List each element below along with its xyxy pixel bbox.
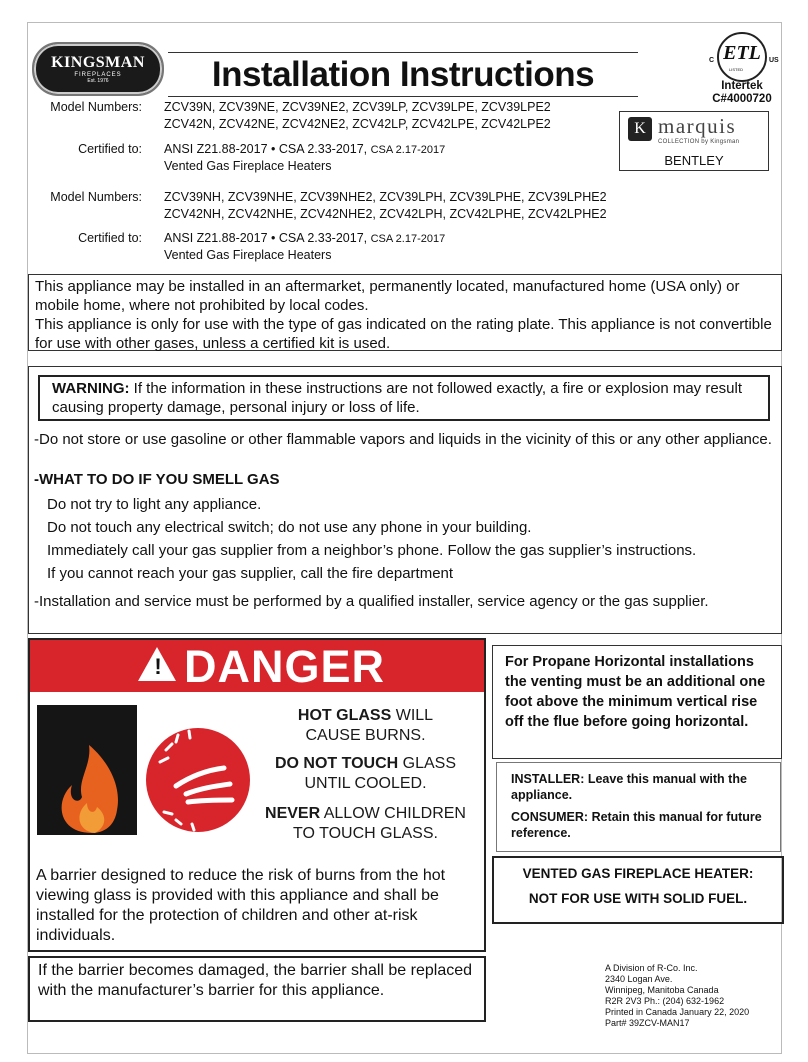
warning-p2: -Installation and service must be performed by a qualified installer, service agency or the gas supplier. bbox=[34, 593, 709, 610]
replace-barrier-text: If the barrier becomes damaged, the barrier shall be replaced with the manufacturer’s barrier for this appliance. bbox=[38, 962, 473, 999]
address-line: Printed in Canada January 22, 2020 bbox=[605, 1007, 750, 1017]
smell-gas-list bbox=[47, 493, 777, 585]
page-title: Installation Instructions bbox=[211, 55, 595, 94]
cert-description: Vented Gas Fireplace Heaters bbox=[164, 159, 332, 173]
marquis-name: marquis bbox=[658, 114, 737, 138]
model-line: ZCV39NH, ZCV39NHE, ZCV39NHE2, ZCV39LPH, ZCV39LPHE, ZCV39LPHE2 bbox=[164, 190, 607, 204]
address-line: A Division of R-Co. Inc. bbox=[605, 963, 698, 973]
danger-l1c: CAUSE BURNS. bbox=[305, 727, 426, 744]
danger-header bbox=[30, 640, 484, 692]
logo-brand: KINGSMAN bbox=[51, 54, 145, 71]
cert-standards-small: CSA 2.17-2017 bbox=[370, 144, 446, 156]
intertek-number: C#4000720 bbox=[712, 93, 772, 105]
danger-l3b: ALLOW CHILDREN bbox=[320, 805, 466, 822]
exclamation-icon: ! bbox=[154, 654, 162, 679]
model-line: ZCV42N, ZCV42NE, ZCV42NE2, ZCV42LP, ZCV42LPE, ZCV42LPE2 bbox=[164, 117, 551, 131]
model-numbers-label-1: Model Numbers: bbox=[50, 100, 142, 114]
model-line: ZCV39N, ZCV39NE, ZCV39NE2, ZCV39LP, ZCV39LPE, ZCV39LPE2 bbox=[164, 100, 551, 114]
danger-line-1 bbox=[258, 706, 473, 746]
danger-l3a: NEVER bbox=[265, 805, 321, 822]
hot-glass-icon bbox=[37, 705, 137, 835]
certified-label-1: Certified to: bbox=[78, 142, 142, 156]
danger-l2a: DO NOT TOUCH bbox=[274, 755, 399, 772]
logo-sub: FIREPLACES bbox=[74, 72, 122, 78]
propane-box bbox=[492, 645, 782, 759]
burn-hand-icon bbox=[146, 728, 250, 832]
vented-heater-box bbox=[492, 856, 784, 924]
list-item: Do not touch any electrical switch; do not use any phone in your building. bbox=[47, 519, 532, 536]
propane-text: For Propane Horizontal installations the venting must be an additional one foot above the minimum vertical rise off the flue before going horizontal. bbox=[505, 654, 766, 730]
install-note-p1: This appliance may be installed in an aftermarket, permanently located, manufactured home (USA only) or mobile home, where not prohibited by local codes. bbox=[35, 278, 740, 314]
cert-standards: ANSI Z21.88-2017 • CSA 2.33-2017, bbox=[164, 231, 371, 245]
marquis-k-icon: K bbox=[628, 117, 652, 141]
danger-title: DANGER bbox=[184, 641, 386, 692]
danger-l1b: WILL bbox=[391, 707, 434, 724]
list-item: Immediately call your gas supplier from a neighbor’s phone. Follow the gas supplier’s instructions. bbox=[47, 542, 697, 559]
intertek-label bbox=[712, 80, 772, 106]
certified-label-2: Certified to: bbox=[78, 231, 142, 245]
smell-gas-heading: -WHAT TO DO IF YOU SMELL GAS bbox=[34, 471, 280, 488]
marquis-collection-logo bbox=[619, 111, 769, 171]
cert-standards: ANSI Z21.88-2017 • CSA 2.33-2017, bbox=[164, 142, 371, 156]
etl-c: C bbox=[709, 57, 715, 64]
logo-est: Est. 1976 bbox=[87, 78, 109, 84]
marquis-collection: COLLECTION by Kingsman bbox=[658, 139, 740, 145]
danger-line-2 bbox=[258, 754, 473, 794]
install-note-p2: This appliance is only for use with the type of gas indicated on the rating plate. This appliance is not convertible for use with other gases, unless a certified kit is used. bbox=[35, 316, 772, 352]
title-rule-top bbox=[168, 52, 638, 53]
vented-line-1: VENTED GAS FIREPLACE HEATER: bbox=[522, 866, 754, 881]
list-item: Do not try to light any appliance. bbox=[47, 496, 262, 513]
danger-l3c: TO TOUCH GLASS. bbox=[293, 825, 438, 842]
certification-2 bbox=[164, 230, 445, 263]
model-line: ZCV42NH, ZCV42NHE, ZCV42NHE2, ZCV42LPH, ZCV42LPHE, ZCV42LPHE2 bbox=[164, 207, 607, 221]
certification-1 bbox=[164, 141, 445, 174]
etl-mark: ETL bbox=[723, 42, 761, 64]
address-line: R2R 2V3 Ph.: (204) 632-1962 bbox=[605, 996, 725, 1006]
consumer-label: CONSUMER: bbox=[511, 810, 589, 824]
installer-consumer-box bbox=[496, 762, 781, 852]
danger-l2b: GLASS bbox=[398, 755, 457, 772]
etl-us: US bbox=[769, 57, 779, 64]
installer-text: Leave this manual with the appliance. bbox=[511, 772, 747, 802]
install-note-box bbox=[28, 274, 782, 351]
cert-description: Vented Gas Fireplace Heaters bbox=[164, 248, 332, 262]
model-numbers-1 bbox=[164, 99, 551, 133]
danger-label bbox=[28, 638, 486, 952]
list-item: If you cannot reach your gas supplier, call the fire department bbox=[47, 565, 454, 582]
replace-barrier-box bbox=[28, 956, 486, 1022]
danger-line-3 bbox=[258, 804, 473, 844]
danger-l1a: HOT GLASS bbox=[297, 707, 392, 724]
kingsman-logo bbox=[32, 42, 164, 96]
warning-box bbox=[38, 375, 770, 421]
barrier-text: A barrier designed to reduce the risk of burns from the hot viewing glass is provided with this appliance and shall be installed for the protection of children and other at-risk individuals. bbox=[36, 867, 446, 944]
danger-l2c: UNTIL COOLED. bbox=[304, 775, 427, 792]
warning-p1: -Do not store or use gasoline or other flammable vapors and liquids in the vicinity of this or any other appliance. bbox=[34, 431, 772, 448]
model-numbers-2 bbox=[164, 189, 607, 223]
cert-standards-small: CSA 2.17-2017 bbox=[370, 233, 446, 245]
installer-label: INSTALLER: bbox=[511, 772, 585, 786]
etl-listed: LISTED bbox=[729, 67, 744, 72]
warning-label: WARNING: bbox=[52, 380, 130, 397]
consumer-text: Retain this manual for future reference. bbox=[511, 810, 762, 840]
intertek-lab: Intertek bbox=[721, 80, 763, 92]
address-line: Part# 39ZCV-MAN17 bbox=[605, 1018, 690, 1028]
vented-line-2: NOT FOR USE WITH SOLID FUEL. bbox=[528, 891, 748, 906]
warning-text: If the information in these instructions are not followed exactly, a fire or explosion may result causing property damage, personal injury or loss of life. bbox=[52, 380, 743, 416]
title-rule-bottom bbox=[168, 96, 638, 97]
model-name: BENTLEY bbox=[664, 153, 724, 168]
etl-certification-icon bbox=[709, 32, 779, 82]
address-line: Winnipeg, Manitoba Canada bbox=[605, 985, 719, 995]
model-numbers-label-2: Model Numbers: bbox=[50, 190, 142, 204]
address-line: 2340 Logan Ave. bbox=[605, 974, 673, 984]
company-address bbox=[605, 963, 775, 1029]
